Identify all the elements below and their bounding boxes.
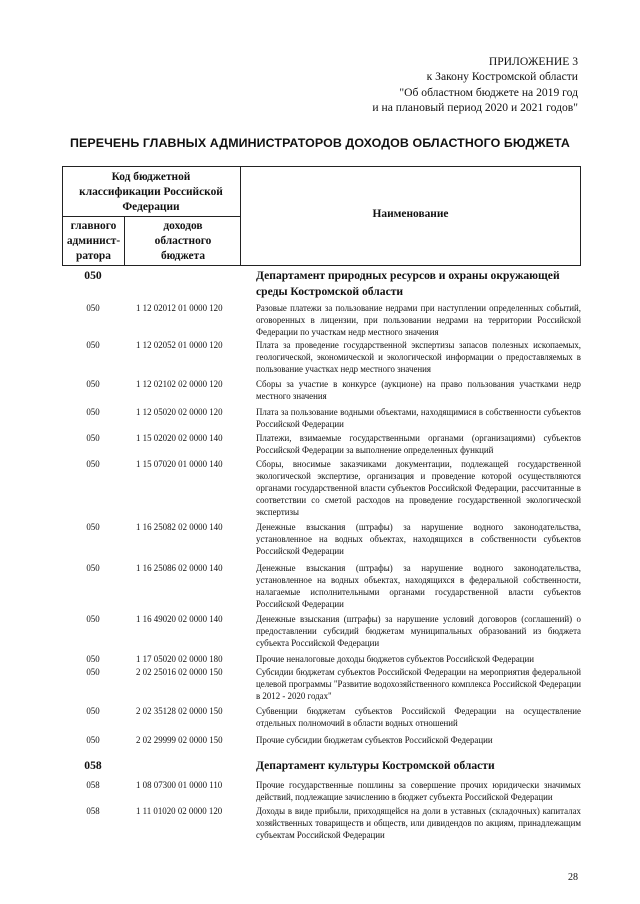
appendix-line: к Закону Костромской области — [426, 70, 578, 84]
revenue-code: 1 15 07020 01 0000 140 — [136, 459, 223, 469]
revenue-code: 1 16 49020 02 0000 140 — [136, 614, 223, 624]
admin-code: 050 — [86, 433, 100, 443]
revenue-name: Денежные взыскания (штрафы) за нарушение условий договоров (соглашений) о предоставлении субсидий бюджетам муниципальных образований из бюджета субъекта Российской Федерации — [256, 614, 581, 648]
revenue-code: 1 17 05020 02 0000 180 — [136, 654, 223, 664]
page-title: ПЕРЕЧЕНЬ ГЛАВНЫХ АДМИНИСТРАТОРОВ ДОХОДОВ ОБЛАСТНОГО БЮДЖЕТА — [70, 136, 570, 150]
revenue-code: 1 16 25082 02 0000 140 — [136, 522, 223, 532]
table-row — [62, 734, 581, 746]
table-row — [62, 666, 581, 702]
revenue-name: Прочие субсидии бюджетам субъектов Российской Федерации — [256, 735, 493, 745]
admin-code: 050 — [86, 667, 100, 677]
admin-code: 058 — [84, 759, 102, 772]
table-row — [62, 406, 581, 430]
header-border — [580, 167, 581, 265]
page-number: 28 — [568, 872, 578, 883]
revenue-name: Плата за пользование водными объектами, находящимися в собственности субъектов Российской Федерации — [256, 407, 581, 429]
revenue-code: 1 16 25086 02 0000 140 — [136, 563, 223, 573]
admin-code: 050 — [86, 379, 100, 389]
header-border — [240, 167, 241, 265]
admin-code: 050 — [86, 614, 100, 624]
revenue-code-column-header: доходов областного бюджета — [154, 220, 212, 262]
admin-code: 050 — [86, 407, 100, 417]
revenue-name: Плата за проведение государственной экспертизы запасов полезных ископаемых, геологической, экономической и экологической информации о предоставляемых в пользование участках недр местного значения — [256, 340, 581, 374]
admin-code: 050 — [84, 269, 102, 282]
revenue-name: Разовые платежи за пользование недрами при наступлении определенных событий, оговоренных в лицензии, при пользовании недрами на территории Российской Федерации по участкам недр местного значения — [256, 303, 581, 337]
revenue-code: 1 12 02012 01 0000 120 — [136, 303, 223, 313]
table-row — [62, 653, 581, 665]
revenue-name: Субвенции бюджетам субъектов Российской Федерации на осуществление отдельных полномочий в области водных отношений — [256, 706, 581, 728]
revenue-name: Платежи, взимаемые государственными органами (организациями) субъектов Российской Федерации за выполнение определенных функций — [256, 433, 581, 455]
table-row — [62, 432, 581, 456]
admin-code: 050 — [86, 340, 100, 350]
revenue-code: 2 02 25016 02 0000 150 — [136, 667, 223, 677]
admin-code: 050 — [86, 735, 100, 745]
department-row — [62, 268, 581, 299]
header-divider — [62, 216, 240, 217]
revenue-code: 1 11 01020 02 0000 120 — [136, 805, 223, 816]
table-row — [62, 705, 581, 729]
revenue-name: Денежные взыскания (штрафы) за нарушение водного законодательства, установленное на водных объектах, находящихся в собственности субъектов Российской Федерации — [256, 522, 581, 556]
revenue-code: 2 02 29999 02 0000 150 — [136, 735, 223, 745]
appendix-line: и на плановый период 2020 и 2021 годов" — [372, 100, 578, 114]
kbk-group-header: Код бюджетной классификации Российской Федерации — [79, 171, 223, 213]
revenue-code: 1 08 07300 01 0000 110 — [136, 779, 223, 790]
table-row — [62, 805, 581, 841]
revenue-code: 1 15 02020 02 0000 140 — [136, 433, 223, 443]
admin-code: 050 — [86, 563, 100, 573]
revenue-code: 1 12 02102 02 0000 120 — [136, 379, 223, 389]
table-row — [62, 613, 581, 649]
revenue-name: Сборы, вносимые заказчиками документации, подлежащей государственной экологической экспертизе, организация и проведение которой осуществляются органами государственной власти субъектов Российской Федерации, рассчитанные в соответствии со сметой расходов на проведение государственной экологической экспертизы — [256, 459, 581, 517]
appendix-header — [372, 54, 578, 115]
name-column-header: Наименование — [372, 208, 449, 220]
table-row — [62, 302, 581, 338]
table-row — [62, 339, 581, 375]
admin-code: 058 — [86, 779, 100, 790]
admin-code: 058 — [86, 805, 100, 816]
department-name: Департамент культуры Костромской области — [256, 759, 495, 772]
table-row — [62, 378, 581, 402]
table-body — [62, 268, 581, 843]
admin-code: 050 — [86, 522, 100, 532]
department-row — [62, 758, 581, 774]
revenue-code: 2 02 35128 02 0000 150 — [136, 706, 223, 716]
admin-code: 050 — [86, 706, 100, 716]
main-admin-column-header: главного админист-ратора — [66, 220, 121, 262]
revenue-name: Прочие неналоговые доходы бюджетов субъектов Российской Федерации — [256, 654, 535, 664]
revenue-name: Прочие государственные пошлины за совершение прочих юридически значимых действий, подлежащие зачислению в бюджет субъекта Российской Федерации — [256, 779, 581, 802]
revenue-code: 1 12 05020 02 0000 120 — [136, 407, 223, 417]
admin-code: 050 — [86, 459, 100, 469]
admin-code: 050 — [86, 303, 100, 313]
table-row — [62, 521, 581, 557]
appendix-line: "Об областном бюджете на 2019 год — [399, 85, 578, 99]
revenue-name: Сборы за участие в конкурсе (аукционе) на право пользования участками недр местного значения — [256, 379, 581, 401]
revenue-name: Денежные взыскания (штрафы) за нарушение водного законодательства, установленное на водных объектах, находящихся в федеральной собственности, налагаемые исполнительными органами государственной власти субъектов Российской Федерации — [256, 563, 581, 609]
table-header — [62, 166, 581, 266]
appendix-line: ПРИЛОЖЕНИЕ 3 — [488, 55, 578, 68]
table-row — [62, 562, 581, 610]
table-row — [62, 458, 581, 518]
revenue-name: Субсидии бюджетам субъектов Российской Федерации на мероприятия федеральной целевой программы "Развитие водохозяйственного комплекса Российской Федерации в 2012 - 2020 годах" — [256, 667, 581, 701]
department-name: Департамент природных ресурсов и охраны окружающей среды Костромской области — [256, 269, 560, 298]
revenue-code: 1 12 02052 01 0000 120 — [136, 340, 223, 350]
header-border — [124, 216, 125, 265]
admin-code: 050 — [86, 654, 100, 664]
table-row — [62, 779, 581, 803]
revenue-name: Доходы в виде прибыли, приходящейся на доли в уставных (складочных) капиталах хозяйственных товариществ и обществ, или дивидендов по акциям, принадлежащим субъектам Российской Федерации — [256, 805, 581, 840]
